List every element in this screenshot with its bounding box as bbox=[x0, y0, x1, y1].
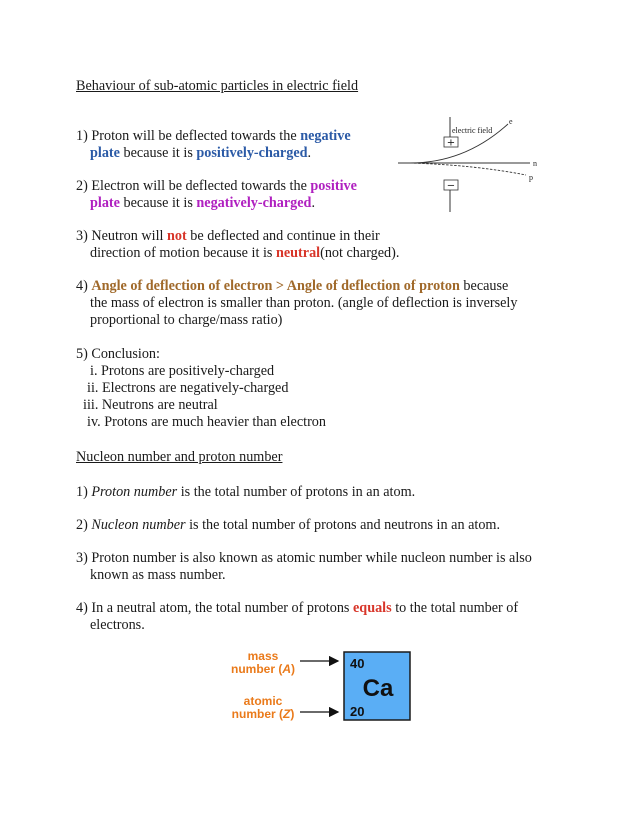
item-4-line-1: 4) Angle of deflection of electron > Angle of deflection of proton because bbox=[76, 278, 509, 294]
s2-item-2: 2) Nucleon number is the total number of protons and neutrons in an atom. bbox=[76, 517, 500, 533]
electron-label: e bbox=[509, 117, 513, 126]
section-title-electric-field: Behaviour of sub-atomic particles in electric field bbox=[76, 78, 359, 94]
conclusion-item-2: ii. Electrons are negatively-charged bbox=[87, 380, 289, 396]
atomic-label-line1: atomic bbox=[243, 694, 283, 708]
atomic-number: 20 bbox=[350, 704, 365, 719]
calcium-element-figure bbox=[220, 648, 420, 723]
mass-label-line1: mass bbox=[247, 649, 279, 663]
mass-number: 40 bbox=[350, 656, 365, 671]
neutron-label: n bbox=[533, 159, 537, 168]
s2-item-3-line-2: known as mass number. bbox=[90, 567, 226, 583]
s2-item-1: 1) Proton number is the total number of protons in an atom. bbox=[76, 484, 416, 500]
item-4-line-3: proportional to charge/mass ratio) bbox=[90, 312, 283, 328]
element-symbol: Ca bbox=[362, 675, 394, 702]
atomic-label-line2: number (Z) bbox=[231, 707, 295, 721]
item-1-line-1: 1) Proton will be deflected towards the negative bbox=[76, 128, 351, 144]
proton-label: p bbox=[529, 173, 533, 182]
item-4-line-2: the mass of electron is smaller than proton. (angle of deflection is inversely bbox=[90, 295, 518, 311]
proton-path bbox=[410, 163, 526, 175]
item-5-line-1: 5) Conclusion: bbox=[76, 346, 160, 362]
item-3-line-1: 3) Neutron will not be deflected and continue in their bbox=[76, 228, 380, 244]
mass-label-line2: number (A) bbox=[230, 662, 296, 676]
minus-sign: − bbox=[446, 180, 456, 192]
plus-sign: + bbox=[446, 137, 456, 149]
s2-item-4-line-1: 4) In a neutral atom, the total number of protons equals to the total number of bbox=[76, 600, 519, 616]
item-3-line-2: direction of motion because it is neutral(not charged). bbox=[90, 245, 400, 261]
electric-field-label: electric field bbox=[452, 126, 493, 135]
s2-item-4-line-2: electrons. bbox=[90, 617, 145, 633]
deflection-diagram bbox=[390, 112, 550, 217]
item-2-line-2: plate because it is negatively-charged. bbox=[90, 195, 315, 211]
conclusion-item-3: iii. Neutrons are neutral bbox=[83, 397, 218, 413]
item-2-line-1: 2) Electron will be deflected towards the positive bbox=[76, 178, 357, 194]
section-title-nucleon: Nucleon number and proton number bbox=[76, 449, 283, 465]
conclusion-item-1: i. Protons are positively-charged bbox=[90, 363, 275, 379]
item-1-line-2: plate because it is positively-charged. bbox=[90, 145, 312, 161]
s2-item-3-line-1: 3) Proton number is also known as atomic number while nucleon number is also bbox=[76, 550, 532, 566]
conclusion-item-4: iv. Protons are much heavier than electron bbox=[87, 414, 326, 430]
